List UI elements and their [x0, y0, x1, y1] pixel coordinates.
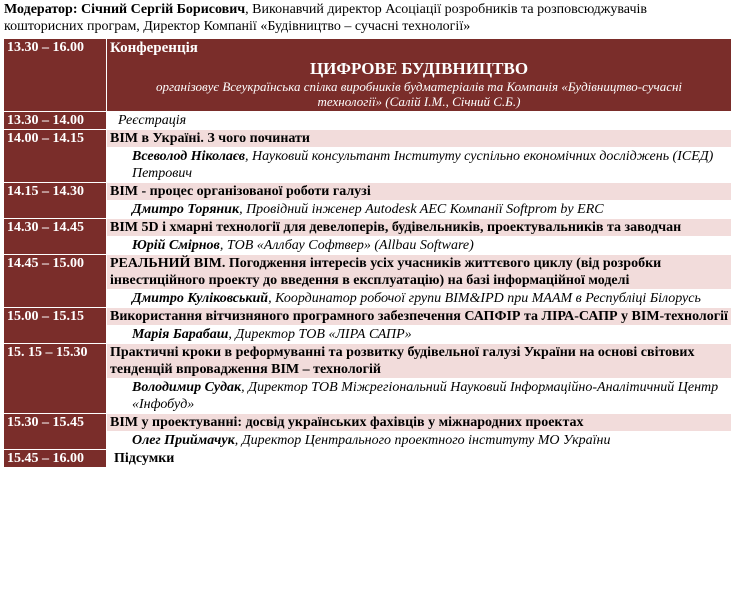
speaker-cell	[107, 290, 732, 308]
session-title: BIM в Україні. З чого починати	[107, 130, 732, 148]
speaker-cell	[107, 201, 732, 219]
session-row	[4, 183, 732, 201]
speaker-role: , Провідний інженер Autodesk AEC Компанії Softprom by ERC	[239, 202, 604, 217]
speaker-cell	[107, 148, 732, 183]
speaker-name: Олег Приймачук	[132, 433, 235, 448]
speaker-role: , Директор ТОВ «ЛІРА САПР»	[228, 327, 412, 342]
session-row	[4, 112, 732, 130]
moderator-label: Модератор: Січний Сергій Борисович	[4, 2, 246, 17]
time-cell: 14.30 – 14.45	[4, 219, 107, 255]
time-cell: 15.45 – 16.00	[4, 450, 107, 468]
session-row	[4, 255, 732, 290]
session-row	[4, 219, 732, 237]
speaker-cell	[107, 432, 732, 450]
session-row	[4, 414, 732, 432]
speaker-name: Марія Барабаш	[132, 327, 229, 342]
speaker-row	[4, 237, 732, 255]
time-cell: 13.30 – 16.00	[4, 39, 107, 112]
time-cell: 14.00 – 14.15	[4, 130, 107, 183]
speaker-name: Дмитро Куліковський	[132, 291, 269, 306]
speaker-role: , Директор ТОВ Міжрегіональний Науковий Інформаційно-Аналітичний Центр «Інфобуд»	[132, 380, 719, 412]
time-cell: 14.45 – 15.00	[4, 255, 107, 308]
speaker-row	[4, 148, 732, 183]
speaker-role: , ТОВ «Аллбау Софтвер» (Allbau Software)	[219, 238, 474, 253]
time-cell: 15. 15 – 15.30	[4, 344, 107, 414]
time-cell: 14.15 – 14.30	[4, 183, 107, 219]
session-title: РЕАЛЬНИЙ BIM. Погодження інтересів усіх учасників життєвого циклу (від розробки інвестиційного проекту до введення в експлуатацію) на базі інформаційної моделі	[107, 255, 732, 290]
time-cell: 15.30 – 15.45	[4, 414, 107, 450]
speaker-row	[4, 379, 732, 414]
speaker-row	[4, 290, 732, 308]
session-title: Використання вітчизняного програмного забезпечення САПФІР та ЛІРА-САПР у BIM-технології	[107, 308, 732, 326]
speaker-name: Юрій Смірнов	[132, 238, 220, 253]
session-title: Підсумки	[107, 450, 732, 468]
time-cell: 13.30 – 14.00	[4, 112, 107, 130]
speaker-name: Володимир Судак	[132, 380, 242, 395]
session-row	[4, 308, 732, 326]
conference-label: Конференція	[110, 40, 198, 56]
speaker-row	[4, 201, 732, 219]
speaker-role: , Координатор робочої групи BIM&IPD при МААМ в Республіці Білорусь	[268, 291, 701, 306]
session-row	[4, 344, 732, 379]
session-row	[4, 130, 732, 148]
speaker-cell	[107, 237, 732, 255]
speaker-row	[4, 326, 732, 344]
session-title: BIM 5D і хмарні технології для девелоперів, будівельників, проектувальників та заводчан	[107, 219, 732, 237]
session-title: BIM у проектуванні: досвід українських фахівців у міжнародних проектах	[107, 414, 732, 432]
speaker-role: , Науковий консультант Інституту суспільно економічних досліджень (ІСЕД) Петрович	[132, 149, 714, 181]
session-title: Практичні кроки в реформуванні та розвитку будівельної галузі України на основі світових тенденцій впровадження BIM – технологій	[107, 344, 732, 379]
speaker-cell	[107, 326, 732, 344]
moderator-text: , Виконавчий директор Асоціації розробників та розповсюджувачів кошторисних програм, Директор Компанії «Будівництво – сучасні технології»	[4, 2, 647, 34]
speaker-role: , Директор Центрального проектного інституту МО України	[234, 433, 611, 448]
program-table	[3, 38, 732, 468]
session-title: Реєстрація	[107, 112, 732, 130]
session-title: BIM - процес організованої роботи галузі	[107, 183, 732, 201]
moderator-line	[0, 0, 733, 38]
conference-organizer: організовує Всеукраїнська спілка виробників будматеріалів та Компанія «Будівництво-сучасні технології» (Салій І.М., Січний С.Б.)	[155, 79, 683, 109]
time-cell: 15.00 – 15.15	[4, 308, 107, 344]
conference-row	[4, 39, 732, 112]
speaker-name: Дмитро Торяник	[132, 202, 240, 217]
conference-cell	[107, 39, 732, 112]
conference-title: ЦИФРОВЕ БУДІВНИЦТВО	[309, 59, 529, 78]
speaker-name: Всеволод Ніколаєв	[132, 149, 245, 164]
session-row	[4, 450, 732, 468]
speaker-cell	[107, 379, 732, 414]
speaker-row	[4, 432, 732, 450]
